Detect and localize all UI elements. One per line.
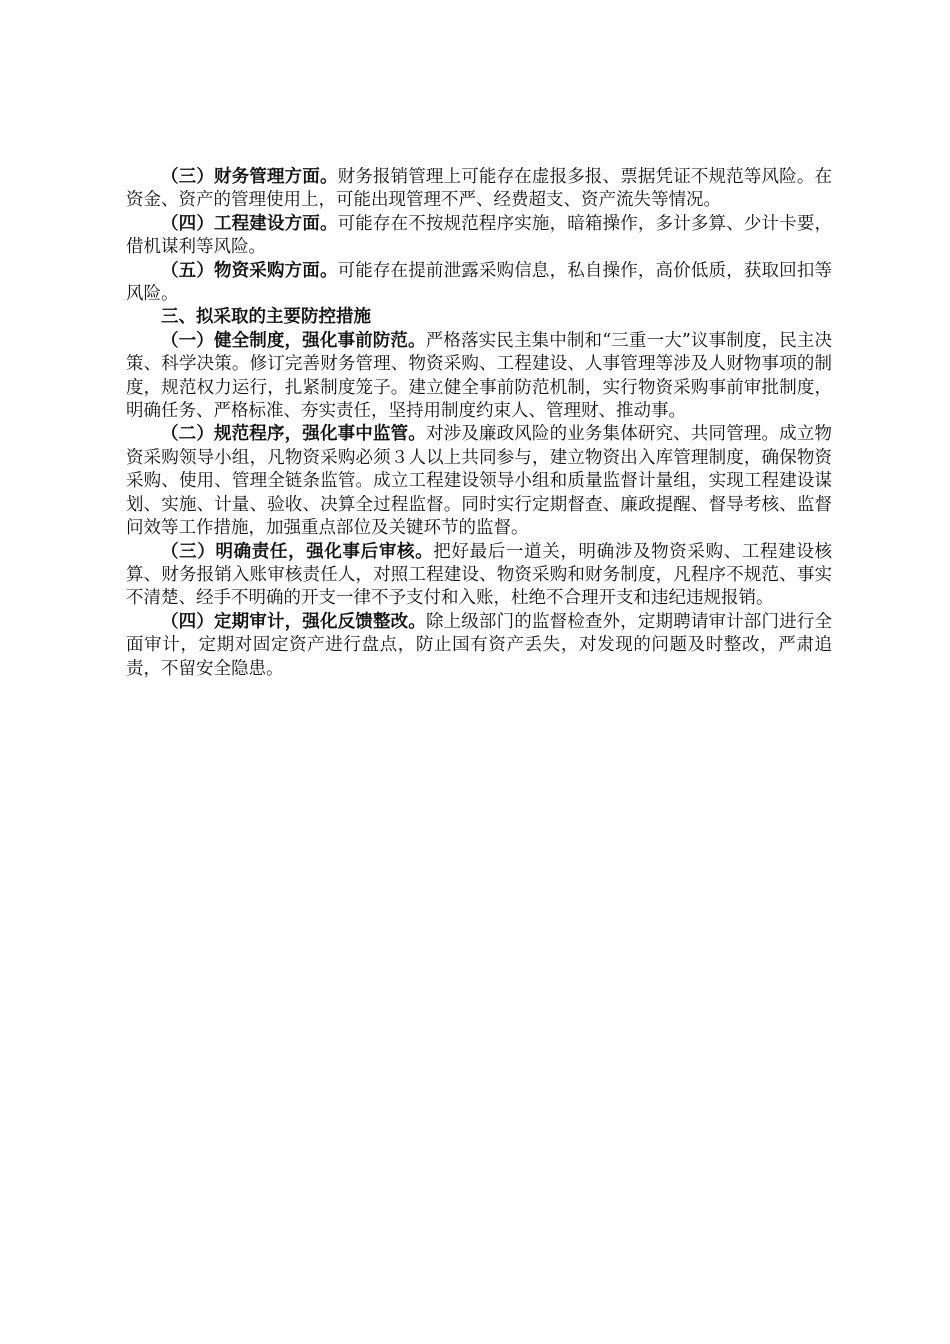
paragraph-lead: （四）定期审计，强化反馈整改。 bbox=[161, 611, 426, 632]
paragraph-lead: （三）财务管理方面。 bbox=[161, 167, 338, 187]
paragraph-lead: （一）健全制度，强化事前防范。 bbox=[161, 330, 426, 351]
paragraph-lead: （五）物资采购方面。 bbox=[161, 260, 338, 281]
document-body bbox=[126, 166, 832, 681]
paragraph-text: 可能存在提前泄露采购信息，私自操作，高价低质，获取回扣等风险。 bbox=[126, 260, 833, 305]
paragraph-finance-risk bbox=[126, 166, 832, 213]
paragraph-text: 严格落实民主集中制和“三重一大”议事制度，民主决策、科学决策。修订完善财务管理、物资采购、工程建设、人事管理等涉及人财物事项的制度，规范权力运行，扎紧制度笼子。建立健全事前防范机制，实行物资采购事前审批制度，明确任务、严格标准、夯实责任，坚持用制度约束人、管理财、推动事。 bbox=[126, 330, 832, 422]
paragraph-lead: （四）工程建设方面。 bbox=[161, 213, 338, 234]
paragraph-text: 对涉及廉政风险的业务集体研究、共同管理。成立物资采购领导小组，凡物资采购必须３人以上共同参与，建立物资出入库管理制度，确保物资采购、使用、管理全链条监管。成立工程建设领导小组和质量监督计量组，实现工程建设谋划、实施、计量、验收、决算全过程监督。同时实行定期督查、廉政提醒、督导考核、监督问效等工作措施，加强重点部位及关键环节的监督。 bbox=[126, 424, 833, 539]
paragraph-lead: （三）明确责任，强化事后审核。 bbox=[161, 541, 434, 562]
paragraph-measure-3 bbox=[126, 541, 832, 611]
paragraph-lead: （二）规范程序，强化事中监管。 bbox=[161, 424, 426, 445]
paragraph-text: 除上级部门的监督检查外，定期聘请审计部门进行全面审计，定期对固定资产进行盘点，防止国有资产丢失，对发现的问题及时整改，严肃追责，不留安全隐患。 bbox=[126, 611, 833, 679]
paragraph-construction-risk bbox=[126, 213, 832, 260]
paragraph-text: 可能存在不按规范程序实施，暗箱操作，多计多算、少计卡要，借机谋利等风险。 bbox=[126, 213, 833, 258]
paragraph-text: 把好最后一道关，明确涉及物资采购、工程建设核算、财务报销入账审核责任人，对照工程建设、物资采购和财务制度，凡程序不规范、事实不清楚、经手不明确的开支一律不予支付和入账，杜绝不合理开支和违纪违规报销。 bbox=[126, 541, 833, 609]
paragraph-measure-1 bbox=[126, 330, 832, 424]
paragraph-measure-2 bbox=[126, 423, 832, 540]
paragraph-measure-4 bbox=[126, 611, 832, 681]
paragraph-procurement-risk bbox=[126, 260, 832, 307]
paragraph-text: 财务报销管理上可能存在虚报多报、票据凭证不规范等风险。在资金、资产的管理使用上，可能出现管理不严、经费超支、资产流失等情况。 bbox=[126, 167, 833, 211]
section-heading: 三、拟采取的主要防控措施 bbox=[161, 307, 371, 328]
